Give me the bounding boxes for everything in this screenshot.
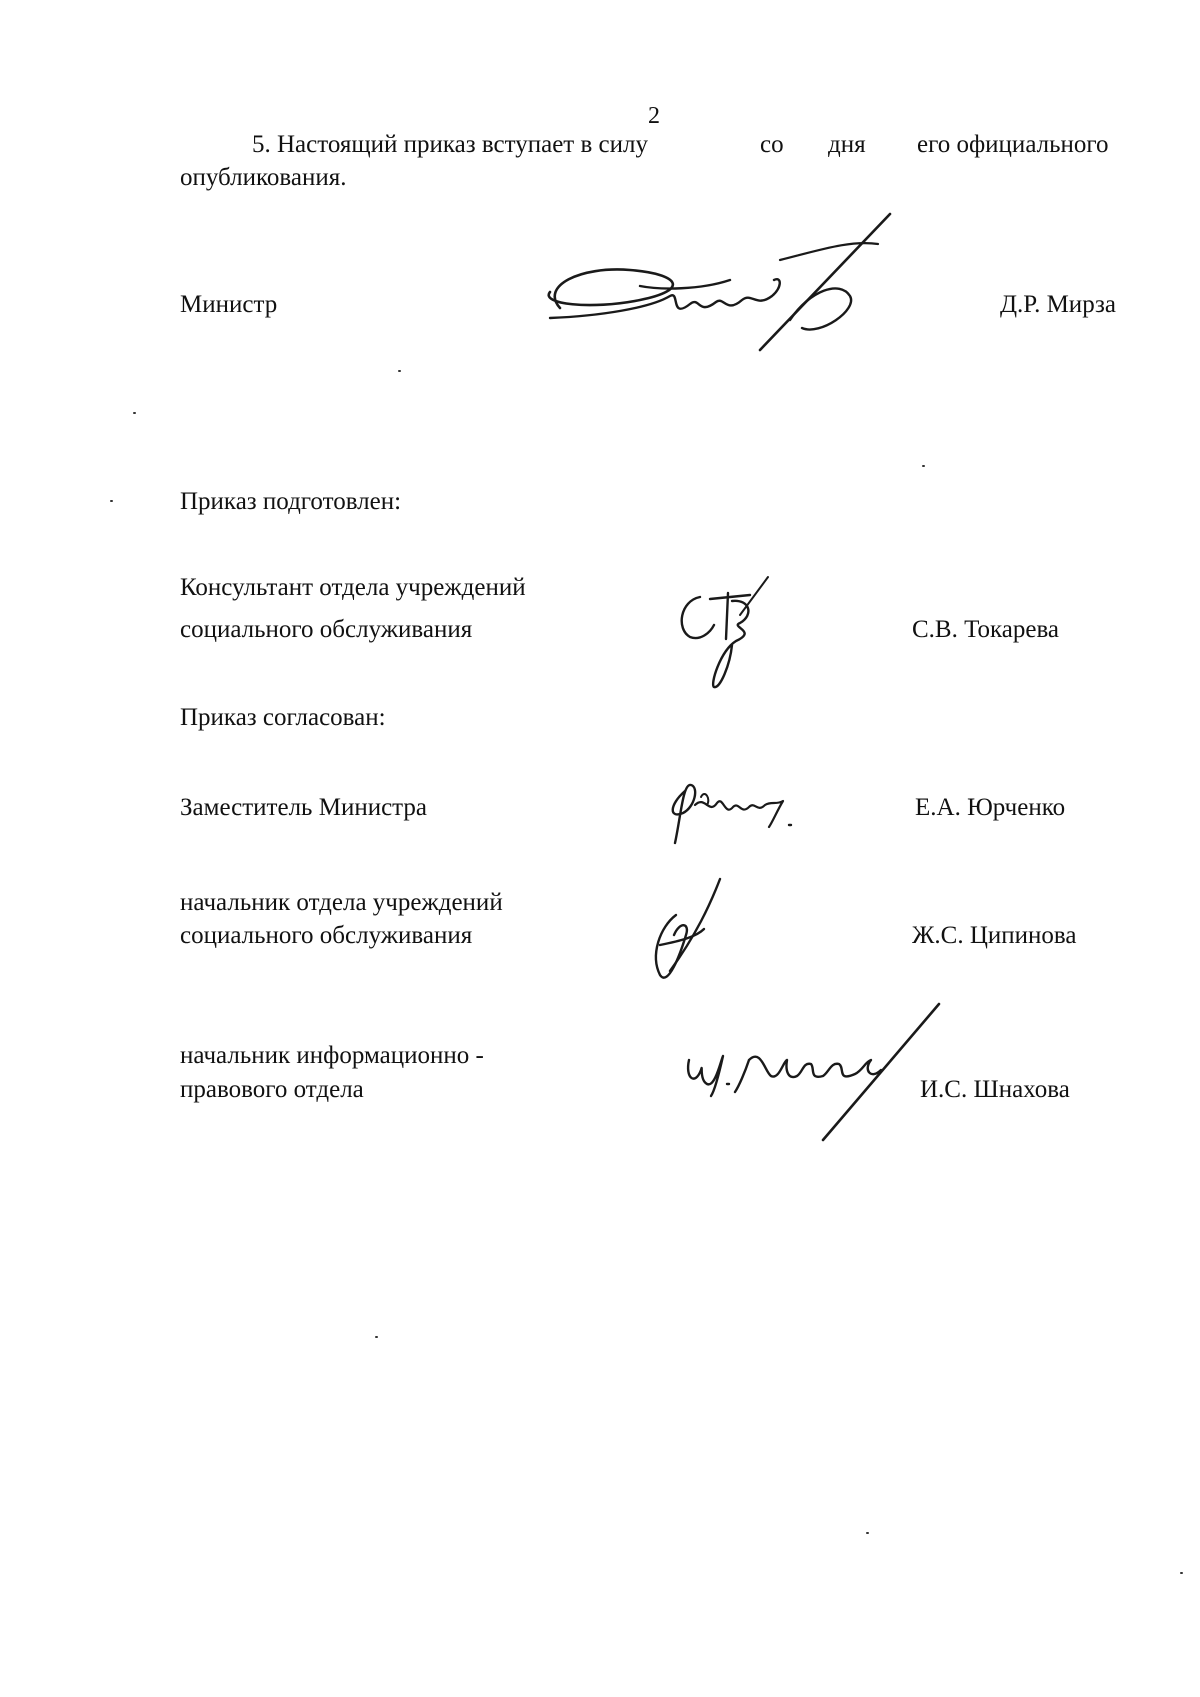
approver-3-name: И.С. Шнахова	[920, 1076, 1070, 1103]
scan-speck	[398, 370, 401, 372]
scan-speck	[375, 1336, 378, 1338]
scan-speck	[922, 465, 925, 467]
prepared-name: С.В. Токарева	[912, 616, 1060, 643]
scan-speck	[133, 412, 136, 414]
minister-name: Д.Р. Мирза	[1000, 291, 1116, 318]
agreed-heading: Приказ согласован:	[180, 704, 386, 731]
paragraph-5-text-b: со	[760, 131, 784, 158]
approver-1-name: Е.А. Юрченко	[915, 794, 1066, 821]
approver-2-role-line-1: начальник отдела учреждений	[180, 889, 503, 916]
approver-3-role-line-1: начальник информационно -	[180, 1042, 484, 1069]
minister-signature	[520, 200, 900, 360]
approver-1-signature	[665, 775, 805, 855]
scan-speck	[1180, 1572, 1183, 1574]
approver-3-signature	[675, 1000, 945, 1150]
approver-2-role-line-2: социального обслуживания	[180, 922, 473, 949]
approver-3-role-line-2: правового отдела	[180, 1076, 364, 1103]
scan-speck	[110, 500, 113, 502]
approver-2-name: Ж.С. Ципинова	[912, 922, 1077, 949]
page-number: 2	[648, 103, 660, 129]
prepared-role-line-1: Консультант отдела учреждений	[180, 574, 526, 601]
minister-role: Министр	[180, 291, 278, 318]
scan-speck	[866, 1532, 869, 1534]
approver-2-signature	[640, 875, 740, 995]
prepared-heading: Приказ подготовлен:	[180, 488, 402, 515]
paragraph-5-line-2: опубликования.	[180, 164, 347, 191]
approver-1-role: Заместитель Министра	[180, 794, 427, 821]
paragraph-5-text-a: 5. Настоящий приказ вступает в силу	[252, 131, 648, 158]
prepared-role-line-2: социального обслуживания	[180, 616, 473, 643]
paragraph-5-text-c: дня	[828, 131, 866, 158]
paragraph-5-text-d: его официального	[917, 131, 1109, 158]
prepared-signature	[670, 575, 780, 695]
